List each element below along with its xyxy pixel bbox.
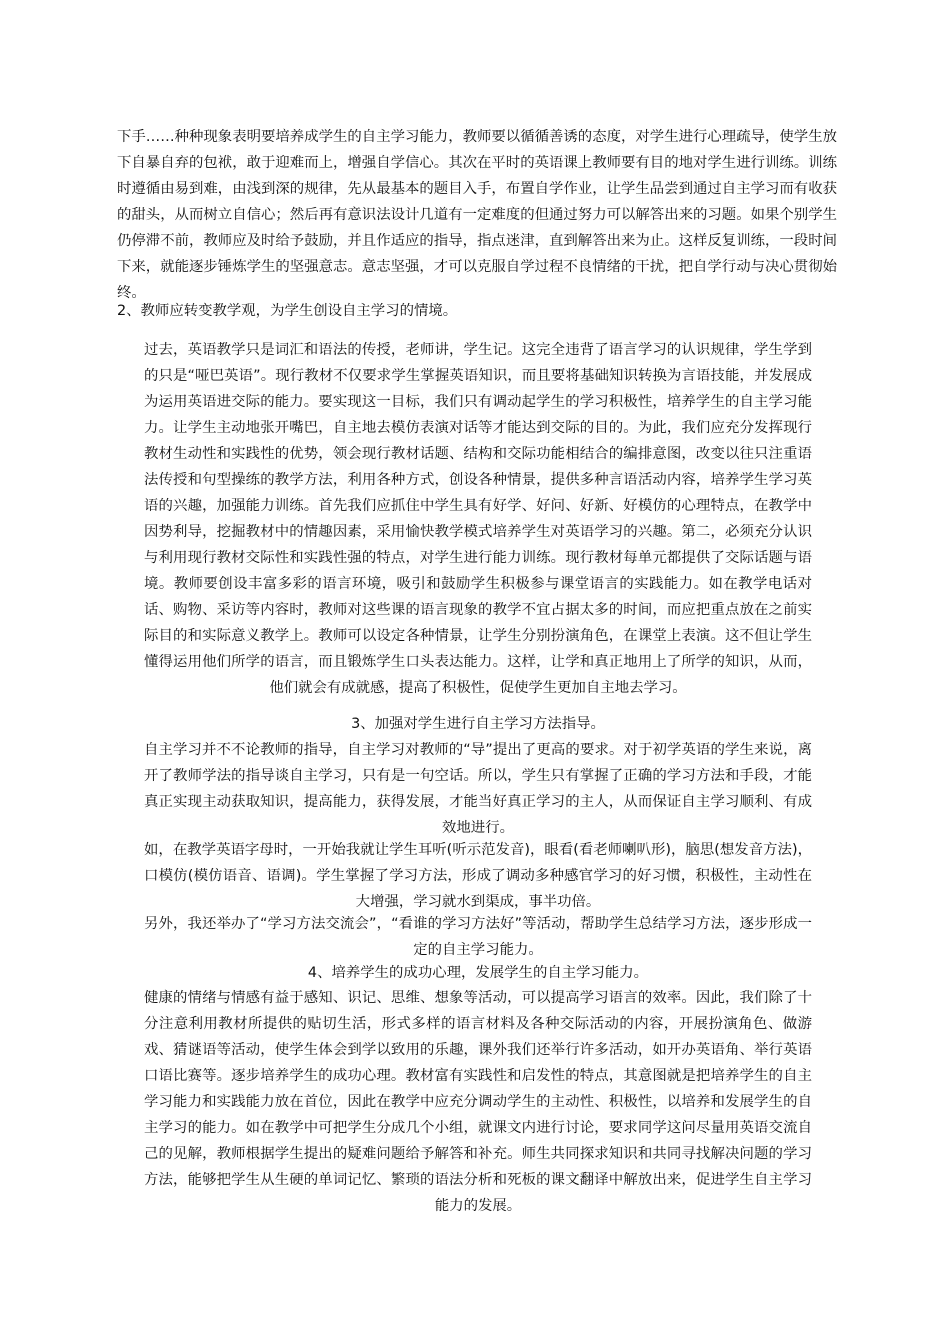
paragraph-section-3-c: 另外，我还举办了“学习方法交流会”，“看谁的学习方法好”等活动，帮助学生总结学习方法，逐步形成一定的自主学习能力。: [144, 916, 812, 958]
paragraph-section-3-a: 自主学习并不不论教师的指导，自主学习对教师的“导”提出了更高的要求。对于初学英语的学生来说，离开了教师学法的指导谈自主学习，只有是一句空话。所以，学生只有掌握了正确的学习方法和手段，才能真正实现主动获取知识，提高能力，获得发展，才能当好真正学习的主人，从而保证自主学习顺利、有成效地进行。: [144, 742, 812, 836]
section-heading-3: 3、加强对学生进行自主学习方法指导。: [351, 716, 605, 732]
paragraph-section-3-b: 如，在教学英语字母时，一开始我就让学生耳听(听示范发音)，眼看(看老师喇叭形)，脑思(想发音方法)，口模仿(模仿语音、语调)。学生掌握了学习方法，形成了调动多种感官学习的好习惯，积极性，主动性在大增强，学习就水到渠成，事半功倍。: [144, 842, 812, 910]
paragraph-section-4: 健康的情绪与情感有益于感知、识记、思维、想象等活动，可以提高学习语言的效率。因此，我们除了十分注意利用教材所提供的贴切生活，形式多样的语言材料及各种交际活动的内容，开展扮演角色、做游戏、猜谜语等活动，使学生体会到学以致用的乐趣，课外我们还举行许多活动，如开办英语角、举行英语口语比赛等。逐步培养学生的成功心理。教材富有实践性和启发性的特点，其意图就是把培养学生的自主学习能力和实践能力放在首位，因此在教学中应充分调动学生的主动性、积极性，以培养和发展学生的自主学习的能力。如在教学中可把学生分成几个小组，就课文内进行讨论，要求同学这问尽量用英语交流自己的见解，教师根据学生提出的疑难问题给予解答和补充。师生共同探求知识和共同寻找解决问题的学习方法，能够把学生从生硬的单词记忆、繁琐的语法分析和死板的课文翻译中解放出来，促进学生自主学习能力的发展。: [144, 990, 812, 1214]
paragraph-continuation: 下手……种种现象表明要培养成学生的自主学习能力，教师要以循循善诱的态度，对学生进行心理疏导，使学生放下自暴自弃的包袱，敢于迎难而上，增强自学信心。其次在平时的英语课上教师要有目的地对学生进行训练。训练时遵循由易到难，由浅到深的规律，先从最基本的题目入手，布置自学作业，让学生品尝到通过自主学习而有收获的甜头，从而树立自信心；然后再有意识法设计几道有一定难度的但通过努力可以解答出来的习题。如果个别学生仍停滞不前，教师应及时给予鼓励，并且作适应的指导，指点迷津，直到解答出来为止。这样反复训练，一段时间下来，就能逐步锤炼学生的坚强意志。意志坚强，才可以克服自学过程不良情绪的干扰，把自学行动与决心贯彻始终。: [117, 129, 837, 301]
paragraph-section-2: 过去，英语教学只是词汇和语法的传授，老师讲，学生记。这完全违背了语言学习的认识规律，学生学到的只是“哑巴英语”。现行教材不仅要求学生掌握英语知识，而且要将基础知识转换为言语技能，并发展成为运用英语进交际的能力。要实现这一目标，我们只有调动起学生的学习积极性，培养学生的自主学习能力。让学生主动地张开嘴巴，自主地去模仿表演对话等才能达到交际的目的。为此，我们应充分发挥现行教材生动性和实践性的优势，领会现行教材话题、结构和交际功能相结合的编排意图，改变以往只注重语法传授和句型操练的教学方法，利用各种方式，创设各种情景，提供多种言语活动内容，培养学生学习英语的兴趣，加强能力训练。首先我们应抓住中学生具有好学、好问、好新、好模仿的心理特点，在教学中因势利导，挖掘教材中的情趣因素，采用愉快教学模式培养学生对英语学习的兴趣。第二，必须充分认识与利用现行教材交际性和实践性强的特点，对学生进行能力训练。现行教材每单元都提供了交际话题与语境。教师要创设丰富多彩的语言环境，吸引和鼓励学生积极参与课堂语言的实践能力。如在教学电话对话、购物、采访等内容时，教师对这些课的语言现象的教学不宜占据太多的时间，而应把重点放在之前实际目的和实际意义教学上。教师可以设定各种情景，让学生分别扮演角色，在课堂上表演。这不但让学生懂得运用他们所学的语言，而且锻炼学生口头表达能力。这样，让学和真正地用上了所学的知识，从而，他们就会有成就感，提高了积极性，促使学生更加自主地去学习。: [144, 342, 812, 696]
section-heading-4: 4、培养学生的成功心理，发展学生的自主学习能力。: [307, 965, 649, 981]
section-heading-2: 2、教师应转变教学观，为学生创设自主学习的情境。: [117, 303, 458, 319]
